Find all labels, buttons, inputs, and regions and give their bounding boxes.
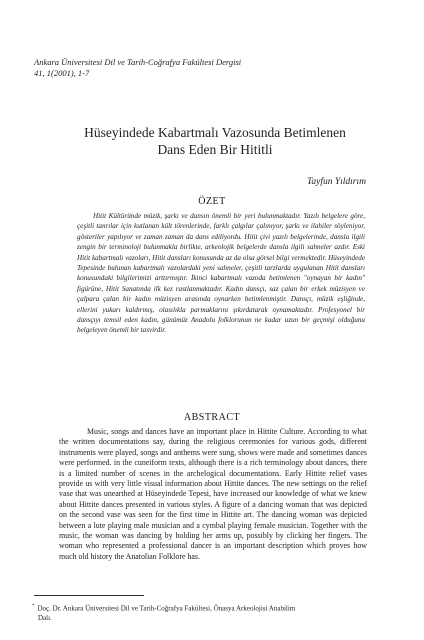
footnote-line-2: Dalı. xyxy=(38,614,52,623)
footnote-marker: * xyxy=(32,604,35,609)
journal-name: Ankara Üniversitesi Dil ve Tarih-Coğrafya Fakültesi Dergisi xyxy=(34,57,242,67)
footnote xyxy=(32,602,392,623)
author-name: Tayfun Yıldırım xyxy=(306,177,366,187)
journal-citation xyxy=(34,57,241,79)
abstract-text: Music, songs and dances have an important place in Hittite Culture. According to what the written documentations say, during the religious ceremonies for various gods, different instruments were played, songs and anthems were sung, shows were made and sometimes dances were performed. in the cuneiform texts, although there is a rich terminology about dances, there is a limited number of scenes in the archelogical documentations. Early Hittite relief vases provide us with very little visual information about Hittite dances. The new settings on the relief vase that was unearthed at Hüseyindede Tepesi, have increased our knowledge of what we knew about Hittite dances presented in various styles. A figure of a dancing woman that was depicted on the second vase was seen for the first time in Hittite art. The dancing woman was depicted between a lute playing male musician and a cymbal playing female musician. Together with the music, the woman was dancing by holding her arms up, possibly by clicking her fingers. The woman who represented a professional dancer is an important description which proves how much old history the Anatolian Folklore has. xyxy=(59,427,367,561)
ozet-text: Hitit Kültüründe müzik, şarkı ve dansın önemli bir yeri bulunmaktadır. Yazılı belgelere göre, çeşitli tanrılar için kutlanan kült törenlerinde, farklı çalgılar çalınıyor, şarkı ve ilahiler söyleniyor, gösteriler yapılıyor ve zaman zaman da dans ediliyordu. Hitit çivi yazılı belgelerinde, dansla ilgili zengin bir terminoloji bulunmakla birlikte, arkeolojik belgelerde dansla ilgili sahneler azdır. Eski Hitit kabartmalı vazoları, Hitit dansları konusunda az da olsa görsel bilgi vermektedir. Hüseyindede Tepesinde bulunan kabartmalı vazolardaki yeni sahneler, çeşitli tarzlarda uygulanan Hitit dansları konusundaki bilgilerimizi arttırmıştır. İkinci kabartmalı vazoda betimlenen "oynayan bir kadın" figürüne, Hitit Sanatında ilk kez rastlanmaktadır. Kadın dansçı, saz çalan bir erkek müzisyen ve çalpara çalan bir kadın müzisyen arasında oynarken betimlenmiştir. Dansçı, müzik eşliğinde, ellerini yukarı kaldırmış, olasılıkla parmaklarını şıkırdatarak oynamaktadır. Profesyonel bir dansçıyı temsil eden kadın, günümüz Anadolu folklorunun ne kadar uzun bir geçmişi olduğunu belgeleyen önemli bir tasvirdir. xyxy=(77,212,365,335)
title-line-1: Hüseyindede Kabartmalı Vazosunda Betimlenen xyxy=(84,125,346,140)
footnote-line-1: Doç. Dr. Ankara Üniversitesi Dil ve Tarih-Coğrafya Fakültesi, Önasya Arkeolojisi Anabilim xyxy=(37,604,296,613)
footnote-divider xyxy=(34,595,144,596)
title-line-2: Dans Eden Bir Hititli xyxy=(157,142,273,157)
abstract-heading: ABSTRACT xyxy=(183,412,241,423)
journal-volume: 41, 1(2001), 1-7 xyxy=(34,68,90,78)
article-title xyxy=(60,124,370,158)
ozet-heading: ÖZET xyxy=(198,196,226,207)
